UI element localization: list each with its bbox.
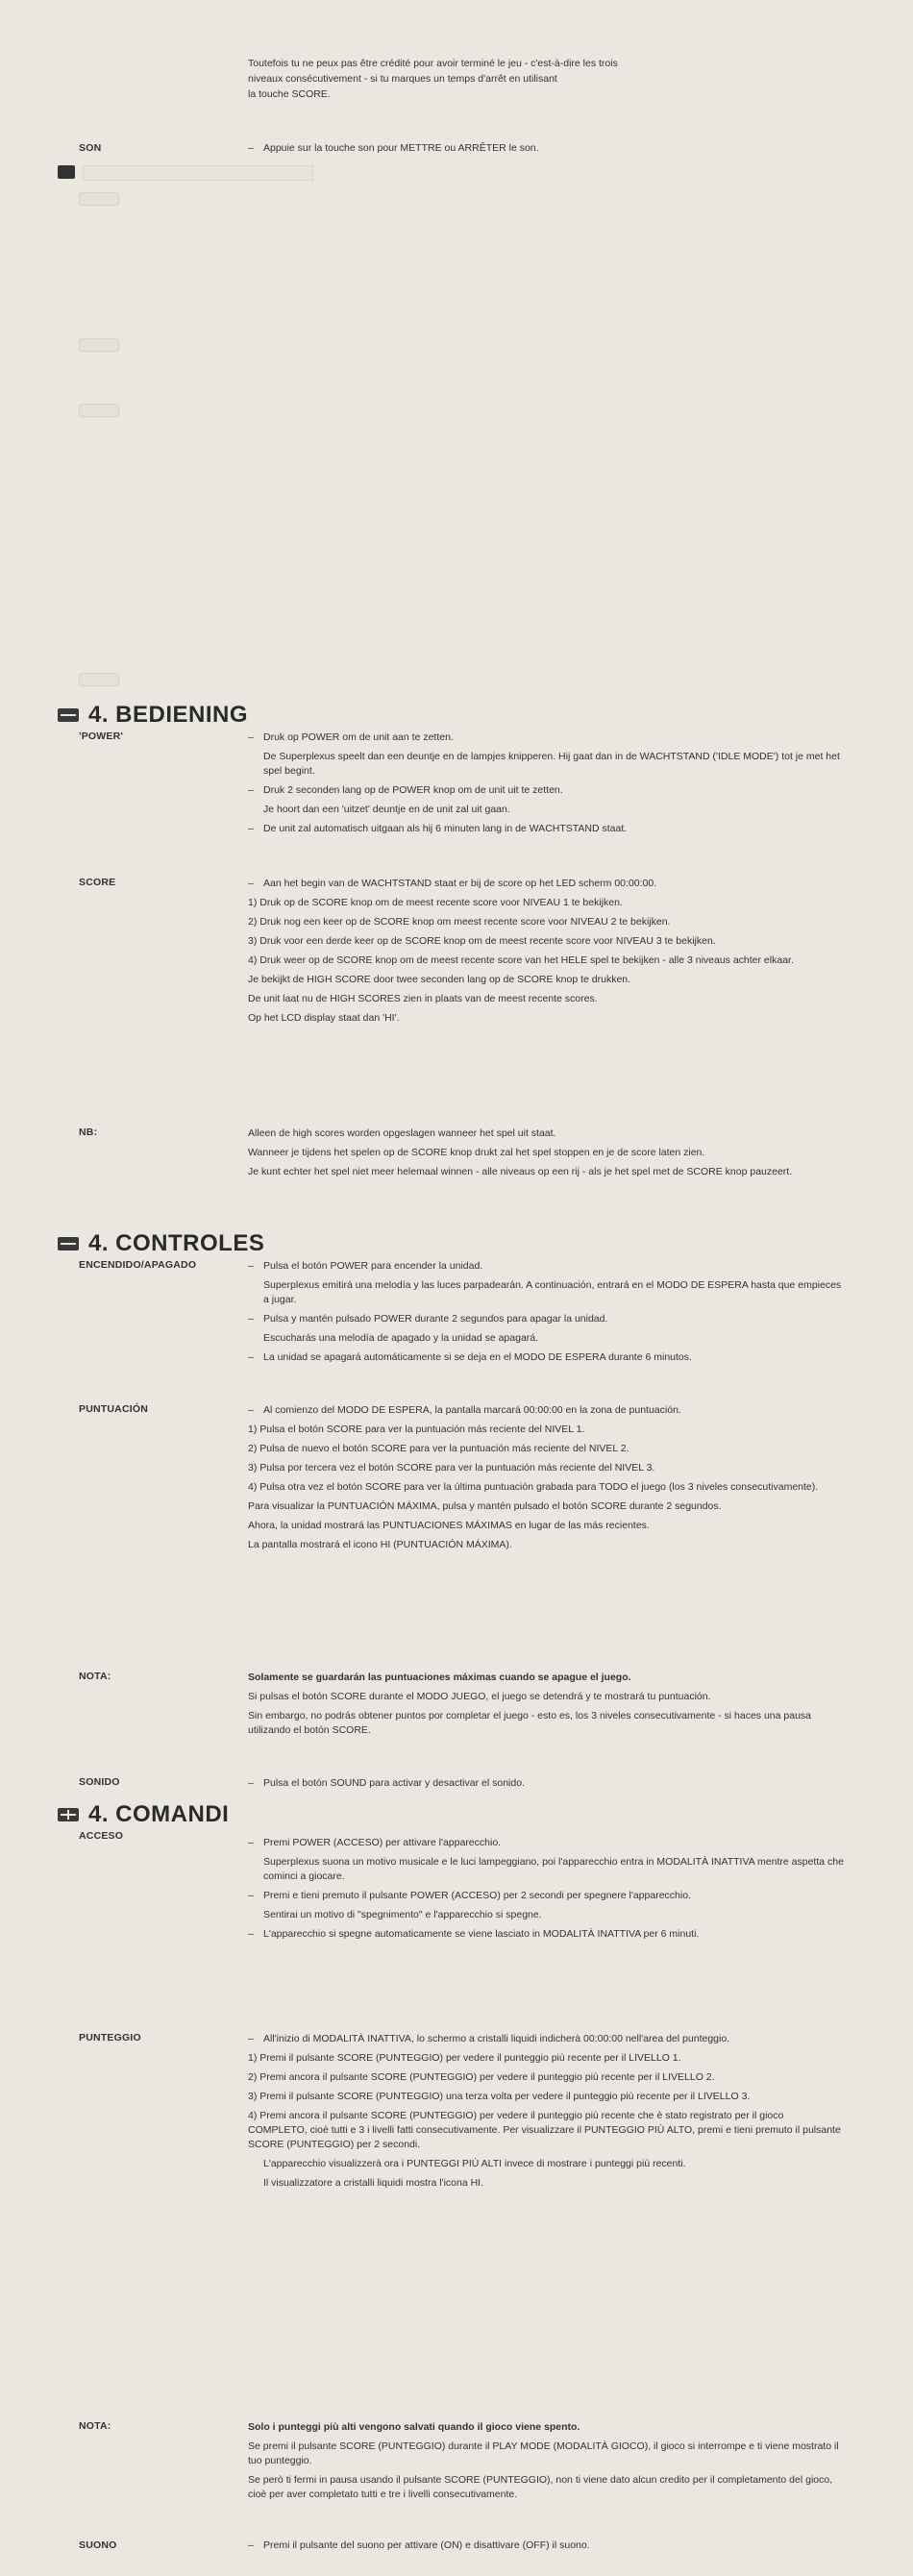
nl-nb-line: Je kunt echter het spel niet meer helemaal winnen - alle niveaus op een rij - als je het spel met de SCORE knop pauzeert. (248, 1166, 793, 1177)
nl-score-line: 4) Druk weer op de SCORE knop om de meest recente score van het HELE spel te bekijken - alle 3 niveaus achter elkaar. (248, 954, 794, 966)
es-power-line: – Pulsa el botón POWER para encender la unidad. (248, 1259, 844, 1274)
es-power-label: ENCENDIDO/APAGADO (79, 1259, 197, 1271)
nl-power-line: De Superplexus speelt dan een deuntje en de lampjes knipperen. Hij gaat dan in de WACHTSTAND ('IDLE MODE') tot je met het spel begint. (263, 751, 840, 777)
es-power-line: – Pulsa y mantén pulsado POWER durante 2 segundos para apagar la unidad. (248, 1312, 844, 1326)
es-nota-line: Sin embargo, no podrás obtener puntos por completar el juego - esto es, los 3 niveles consecutivamente - si haces una pausa utilizando el botón SCORE. (248, 1710, 812, 1736)
section-heading-it (58, 1801, 229, 1828)
it-score-line: 2) Premi ancora il pulsante SCORE (PUNTEGGIO) per vedere il punteggio più recente per il LIVELLO 2. (248, 2071, 715, 2083)
it-sound-label: SUONO (79, 2539, 117, 2551)
nl-power-line: – Druk 2 seconden lang op de POWER knop om de unit uit te zetten. (248, 783, 844, 798)
nl-score-line: – Aan het begin van de WACHTSTAND staat er bij de score op het LED scherm 00:00:00. (248, 877, 844, 891)
son-text: – Appuie sur la touche son pour METTRE ou ARRÊTER le son. (248, 141, 844, 156)
faded-label-mark (79, 192, 119, 206)
it-sound-content (248, 2539, 844, 2558)
es-power-line: – La unidad se apagará automáticamente si se deja en el MODO DE ESPERA durante 6 minutos. (248, 1350, 844, 1365)
nl-nb-label: NB: (79, 1127, 98, 1138)
es-score-line: La pantalla mostrará el icono HI (PUNTUACIÓN MÁXIMA). (248, 1539, 512, 1550)
it-power-line: – Premi e tieni premuto il pulsante POWER (ACCESO) per 2 secondi per spegnere l'apparecchio. (248, 1889, 844, 1903)
es-nota-bold: Solamente se guardarán las puntuaciones máximas cuando se apague el juego. (248, 1672, 631, 1683)
es-power-line: Escucharás una melodía de apagado y la unidad se apagará. (263, 1332, 539, 1344)
es-score-line: Ahora, la unidad mostrará las PUNTUACIONES MÁXIMAS en lugar de las más recientes. (248, 1520, 650, 1531)
nl-power-line: – Druk op POWER om de unit aan te zetten. (248, 731, 844, 745)
faded-label-mark (79, 338, 119, 352)
nl-score-line: Je bekijkt de HIGH SCORE door twee seconden lang op de SCORE knop te drukken. (248, 974, 631, 985)
nl-nb-line: Wanneer je tijdens het spelen op de SCORE knop drukt zal het spel stoppen en je de score laten zien. (248, 1147, 705, 1158)
nl-score-line: 1) Druk op de SCORE knop om de meest recente score voor NIVEAU 1 te bekijken. (248, 897, 623, 908)
nl-score-label: SCORE (79, 877, 116, 888)
it-nota-bold: Solo i punteggi più alti vengono salvati quando il gioco viene spento. (248, 2421, 580, 2433)
it-nota-label: NOTA: (79, 2420, 111, 2432)
intro-line: Toutefois tu ne peux pas être crédité pour avoir terminé le jeu - c'est-à-dire les trois (248, 58, 618, 69)
it-score-line: 3) Premi il pulsante SCORE (PUNTEGGIO) una terza volta per vedere il punteggio più recente per il LIVELLO 3. (248, 2091, 751, 2102)
es-nota-content (248, 1671, 844, 1743)
it-power-line: – L'apparecchio si spegne automaticamente se viene lasciato in MODALITÀ INATTIVA per 6 minuti. (248, 1927, 844, 1942)
nl-nb-content (248, 1127, 844, 1184)
es-score-line: 1) Pulsa el botón SCORE para ver la puntuación más reciente del NIVEL 1. (248, 1424, 585, 1435)
it-nota-line: Se però ti fermi in pausa usando il pulsante SCORE (PUNTEGGIO), non ti viene dato alcun credito per il completamento del gioco, cioè per aver completato tutti e tre i livelli consecutivamente. (248, 2474, 833, 2500)
nl-score-line: 3) Druk voor een derde keer op de SCORE knop om de meest recente score voor NIVEAU 3 te bekijken. (248, 935, 716, 947)
section-bar-icon (58, 1237, 79, 1251)
it-power-line: Superplexus suona un motivo musicale e le luci lampeggiano, poi l'apparecchio entra in MODALITÀ INATTIVA mentre aspetta che cominci a giocare. (263, 1856, 844, 1882)
nl-score-line: 2) Druk nog een keer op de SCORE knop om meest recente score voor NIVEAU 2 te bekijken. (248, 916, 671, 928)
it-nota-content (248, 2420, 844, 2507)
es-nota-line: Si pulsas el botón SCORE durante el MODO JUEGO, el juego se detendrá y te mostrará tu puntuación. (248, 1691, 711, 1702)
it-score-line: L'apparecchio visualizzerà ora i PUNTEGGI PIÙ ALTI invece di mostrare i punteggi più recenti. (263, 2158, 686, 2169)
intro-line: niveaux consécutivement - si tu marques un temps d'arrêt en utilisant (248, 73, 557, 85)
it-score-line: Il visualizzatore a cristalli liquidi mostra l'icona HI. (263, 2177, 484, 2189)
it-power-line: Sentirai un motivo di "spegnimento" e l'apparecchio si spegne. (263, 1909, 542, 1920)
faded-label-mark (79, 673, 119, 686)
section-heading-es (58, 1230, 264, 1257)
it-power-label: ACCESO (79, 1830, 124, 1842)
section-title: 4. BEDIENING (88, 702, 249, 728)
nl-power-content (248, 731, 844, 841)
section-title: 4. COMANDI (88, 1801, 230, 1827)
section-bar-icon (58, 708, 79, 722)
intro-paragraph (248, 56, 805, 102)
es-score-line: – Al comienzo del MODO DE ESPERA, la pantalla marcará 00:00:00 en la zona de puntuación. (248, 1403, 844, 1418)
faded-label-mark (79, 404, 119, 417)
section-book-icon (58, 1808, 79, 1821)
section-title: 4. CONTROLES (88, 1230, 265, 1256)
it-score-line: 4) Premi ancora il pulsante SCORE (PUNTEGGIO) per vedere il punteggio più recente che è stato registrato per il gioco COMPLETO, cioè tutti e 3 i livelli fatti consecutivamente. Per visualizzare il PUNTEGGIO PIÙ ALTO, premi e tieni premuto il pulsante SCORE (PUNTEGGIO) per 2 secondi. (248, 2110, 841, 2150)
faded-heading-bar (83, 165, 313, 181)
it-score-line: 1) Premi il pulsante SCORE (PUNTEGGIO) per vedere il punteggio più recente per il LIVELLO 1. (248, 2052, 681, 2064)
es-score-content (248, 1403, 844, 1557)
es-score-line: 4) Pulsa otra vez el botón SCORE para ver la última puntuación grabada para TODO el juego (los 3 niveles consecutivamente). (248, 1481, 819, 1493)
intro-line: la touche SCORE. (248, 88, 331, 100)
it-nota-line: Se premi il pulsante SCORE (PUNTEGGIO) durante il PLAY MODE (MODALITÀ GIOCO), il gioco si interrompe e ti viene mostrato il tuo punteggio. (248, 2440, 839, 2466)
es-score-line: 2) Pulsa de nuevo el botón SCORE para ver la puntuación más reciente del NIVEL 2. (248, 1443, 629, 1454)
son-label: SON (79, 142, 102, 154)
es-sound-label: SONIDO (79, 1776, 120, 1788)
nl-score-line: De unit laat nu de HIGH SCORES zien in plaats van de meest recente scores. (248, 993, 598, 1004)
nl-score-line: Op het LCD display staat dan 'HI'. (248, 1012, 400, 1024)
it-sound-text: – Premi il pulsante del suono per attivare (ON) e disattivare (OFF) il suono. (248, 2539, 844, 2553)
son-content (248, 141, 844, 161)
it-power-content (248, 1836, 844, 1946)
es-power-line: Superplexus emitirá una melodía y las luces parpadearán. A continuación, entrará en el MODO DE ESPERA hasta que empieces a jugar. (263, 1279, 842, 1305)
it-score-line: – All'inizio di MODALITÀ INATTIVA, lo schermo a cristalli liquidi indicherà 00:00:00 nell'area del punteggio. (248, 2032, 844, 2046)
es-power-content (248, 1259, 844, 1370)
it-score-label: PUNTEGGIO (79, 2032, 141, 2043)
es-score-line: 3) Pulsa por tercera vez el botón SCORE para ver la puntuación más reciente del NIVEL 3. (248, 1462, 655, 1474)
nl-nb-line: Alleen de high scores worden opgeslagen wanneer het spel uit staat. (248, 1127, 556, 1139)
es-score-label: PUNTUACIÓN (79, 1403, 148, 1415)
it-power-line: – Premi POWER (ACCESO) per attivare l'apparecchio. (248, 1836, 844, 1850)
nl-power-line: Je hoort dan een 'uitzet' deuntje en de unit zal uit gaan. (263, 804, 510, 815)
es-sound-text: – Pulsa el botón SOUND para activar y desactivar el sonido. (248, 1776, 844, 1791)
es-nota-label: NOTA: (79, 1671, 111, 1682)
section-heading-nl (58, 702, 248, 729)
it-score-content (248, 2032, 844, 2195)
nl-power-label: 'POWER' (79, 731, 124, 742)
nl-power-line: – De unit zal automatisch uitgaan als hij 6 minuten lang in de WACHTSTAND staat. (248, 822, 844, 836)
es-sound-content (248, 1776, 844, 1796)
es-score-line: Para visualizar la PUNTUACIÓN MÁXIMA, pulsa y mantén pulsado el botón SCORE durante 2 segundos. (248, 1500, 722, 1512)
section-tab-icon (58, 165, 75, 179)
nl-score-content (248, 877, 844, 1030)
